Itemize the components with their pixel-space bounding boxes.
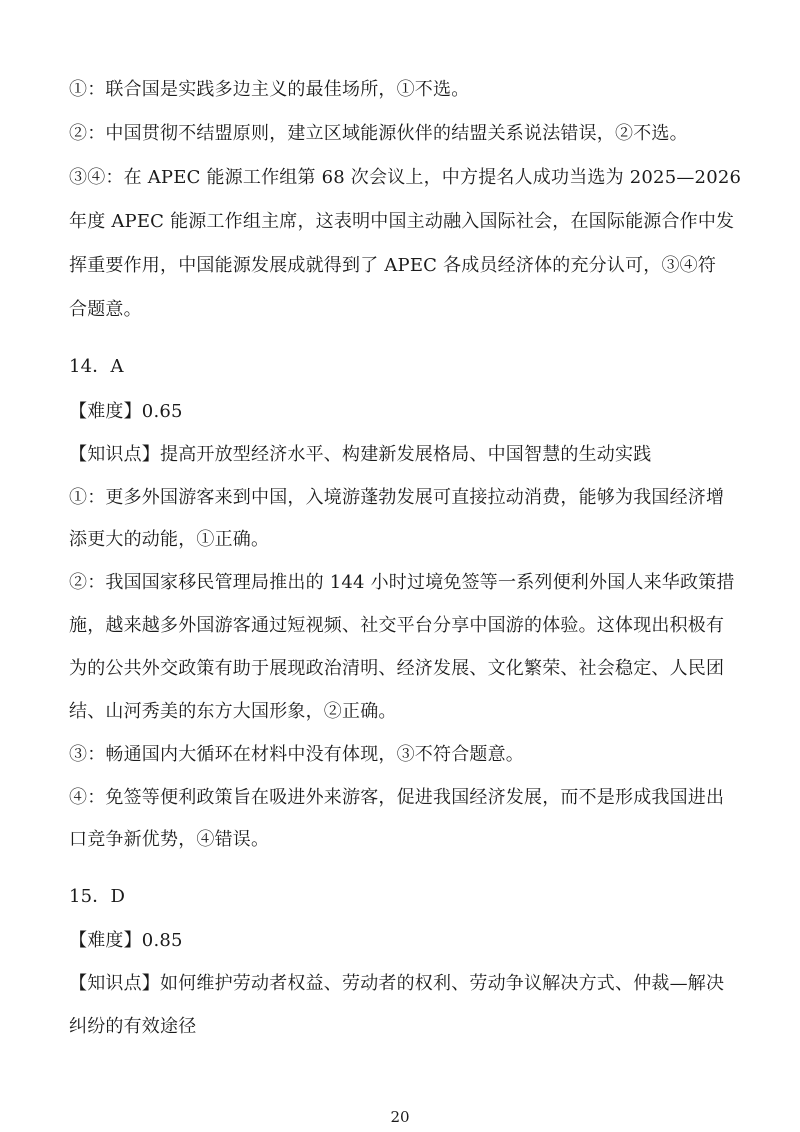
answer-14-option-4-line-2: 口竞争新优势，④错误。 [69, 829, 270, 850]
answer-14-option-2-line-4: 结、山河秀美的东方大国形象，②正确。 [69, 701, 397, 722]
answer-13-option-34-line-3: 挥重要作用，中国能源发展成就得到了 APEC 各成员经济体的充分认可，③④符 [69, 255, 717, 276]
answer-14-option-2-line-3: 为的公共外交政策有助于展现政治清明、经济发展、文化繁荣、社会稳定、人民团 [69, 658, 725, 679]
answer-14-option-2-line-1: ②：我国国家移民管理局推出的 144 小时过境免签等一系列便利外国人来华政策措 [69, 572, 735, 593]
answer-13-option-2: ②：中国贯彻不结盟原则，建立区域能源伙伴的结盟关系说法错误，②不选。 [69, 123, 688, 144]
question-14-difficulty: 【难度】0.65 [69, 401, 183, 422]
question-14-knowledge-points: 【知识点】提高开放型经济水平、构建新发展格局、中国智慧的生动实践 [69, 444, 652, 465]
answer-14-option-1-line-2: 添更大的动能，①正确。 [69, 529, 270, 550]
answer-14-option-2-line-2: 施，越来越多外国游客通过短视频、社交平台分享中国游的体验。这体现出积极有 [69, 615, 725, 636]
answer-14-option-4-line-1: ④：免签等便利政策旨在吸进外来游客，促进我国经济发展，而不是形成我国进出 [69, 787, 725, 808]
question-15-answer: 15．D [69, 886, 126, 907]
answer-14-option-1-line-1: ①：更多外国游客来到中国，入境游蓬勃发展可直接拉动消费，能够为我国经济增 [69, 487, 725, 508]
question-15-knowledge-points-line-1: 【知识点】如何维护劳动者权益、劳动者的权利、劳动争议解决方式、仲裁—解决 [69, 973, 725, 994]
page-number: 20 [390, 1108, 410, 1126]
answer-14-option-3: ③：畅通国内大循环在材料中没有体现，③不符合题意。 [69, 744, 524, 765]
question-15-difficulty: 【难度】0.85 [69, 930, 183, 951]
question-14-answer: 14．A [69, 356, 124, 377]
question-15-knowledge-points-line-2: 纠纷的有效途径 [69, 1016, 197, 1037]
answer-13-option-1: ①：联合国是实践多边主义的最佳场所，①不选。 [69, 79, 470, 100]
answer-13-option-34-line-4: 合题意。 [69, 299, 142, 320]
answer-13-option-34-line-2: 年度 APEC 能源工作组主席，这表明中国主动融入国际社会，在国际能源合作中发 [69, 211, 735, 232]
answer-13-option-34-line-1: ③④：在 APEC 能源工作组第 68 次会议上，中方提名人成功当选为 2025—2026 [69, 167, 742, 188]
